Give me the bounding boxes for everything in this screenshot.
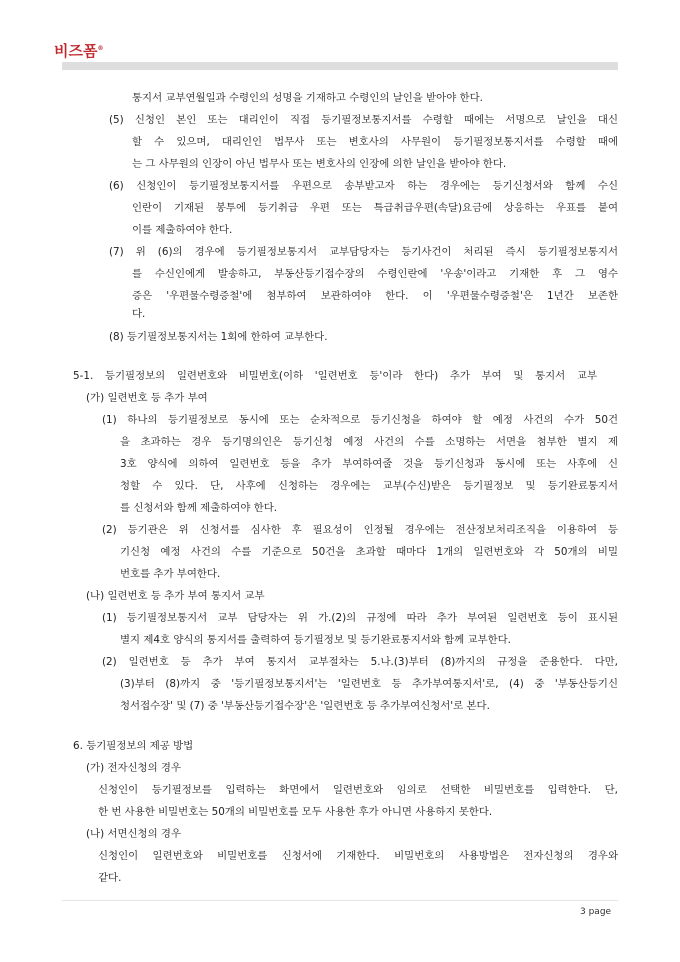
text-line: 를 수신인에게 발송하고, 부동산등기접수장의 수령인란에 '우송'이라고 기재한 후 그 영수 (132, 268, 618, 280)
text-line: (5) 신청인 본인 또는 대리인이 직접 등기필정보통지서를 수령할 때에는 서명으로 날인을 대신 (109, 114, 618, 126)
text-line: 기신청 예정 사건의 수를 기준으로 50건을 초과할 때마다 1개의 일련번호와 각 50개의 비밀 (120, 546, 618, 558)
subsection-heading: (가) 일련번호 등 추가 부여 (86, 392, 208, 404)
text-line: (2) 등기관은 위 신청서를 심사한 후 필요성이 인정될 경우에는 전산정보처리조직을 이용하여 등 (102, 524, 618, 536)
page-number: 3 page (580, 907, 612, 917)
text-line: 한 번 사용한 비밀번호는 50개의 비밀번호를 모두 사용한 후가 아니면 사용하지 못한다. (98, 806, 493, 818)
footer-divider (62, 900, 618, 901)
logo-text: 비즈폼 (54, 42, 98, 60)
text-line: 청할 수 있다. 단, 사후에 신청하는 경우에는 교부(수신)받은 등기필정보 및 등기완료통지서 (120, 480, 618, 492)
text-line: 신청인이 일련번호와 비밀번호를 신청서에 기재한다. 비밀번호의 사용방법은 전자신청의 경우와 (98, 850, 618, 862)
text-line: (3)부터 (8)까지 중 '등기필정보통지서'는 '일련번호 등 추가부여통지서'로, (4) 중 '부동산등기신 (120, 678, 618, 690)
text-line: 통지서 교부연월일과 수령인의 성명을 기재하고 수령인의 날인을 받아야 한다. (132, 92, 483, 104)
logo (54, 40, 103, 61)
subsection-heading: (나) 일련번호 등 추가 부여 통지서 교부 (86, 590, 265, 602)
logo-mark: ® (97, 45, 104, 52)
text-line: 는 그 사무원의 인장이 아닌 법무사 또는 변호사의 인장에 의한 날인을 받아야 한다. (132, 158, 507, 170)
header-bar (62, 62, 618, 70)
text-line: 별지 제4호 양식의 통지서를 출력하여 등기필정보 및 등기완료통지서와 함께 교부한다. (120, 634, 511, 646)
section-heading: 5-1. 등기필정보의 일련번호와 비밀번호(이하 '일련번호 등'이라 한다) 추가 부여 및 통지서 교부 (73, 370, 597, 382)
text-line: (8) 등기필정보통지서는 1회에 한하여 교부한다. (109, 331, 328, 343)
subsection-heading: (가) 전자신청의 경우 (86, 762, 182, 774)
text-line: (7) 위 (6)의 경우에 등기필정보통지서 교부담당자는 등기사건이 처리된 즉시 등기필정보통지서 (109, 246, 618, 258)
text-line: 같다. (98, 872, 122, 884)
text-line: 을 초과하는 경우 등기명의인은 등기신청 예정 사건의 수를 소명하는 서면을 첨부한 별지 제 (120, 436, 618, 448)
section-heading: 6. 등기필정보의 제공 방법 (73, 740, 194, 752)
text-line: (6) 신청인이 등기필정보통지서를 우편으로 송부받고자 하는 경우에는 등기신청서와 함께 수신 (109, 180, 618, 192)
text-line: 할 수 있으며, 대리인인 법무사 또는 변호사의 사무원이 등기필정보통지서를 수령할 때에 (132, 136, 618, 148)
text-line: (1) 하나의 등기필정보로 동시에 또는 순차적으로 등기신청을 하여야 할 예정 사건의 수가 50건 (102, 414, 618, 426)
text-line: (1) 등기필정보통지서 교부 담당자는 위 가.(2)의 규정에 따라 추가 부여된 일련번호 등이 표시된 (102, 612, 618, 624)
text-line: (2) 일련번호 등 추가 부여 통지서 교부절차는 5.나.(3)부터 (8)까지의 규정을 준용한다. 다만, (102, 656, 618, 668)
text-line: 를 신청서와 함께 제출하여야 한다. (120, 502, 278, 514)
text-line: 이를 제출하여야 한다. (132, 224, 233, 236)
text-line: 번호를 추가 부여한다. (120, 568, 221, 580)
text-line: 3호 양식에 의하여 일련번호 등을 추가 부여하여줄 것을 등기신청과 동시에 또는 사후에 신 (120, 458, 618, 470)
subsection-heading: (나) 서면신청의 경우 (86, 828, 182, 840)
text-line: 청서접수장' 및 (7) 중 '부동산등기접수장'은 '일련번호 등 추가부여신청서'로 본다. (120, 700, 490, 712)
text-line: 인란이 기재된 봉투에 등기취급 우편 또는 특급취급우편(속달)요금에 상응하는 우표를 붙여 (132, 202, 618, 214)
text-line: 증은 '우편물수령증철'에 첨부하여 보관하여야 한다. 이 '우편물수령증철'은 1년간 보존한 (132, 290, 618, 302)
text-line: 다. (132, 308, 146, 320)
text-line: 신청인이 등기필정보를 입력하는 화면에서 일련번호와 임의로 선택한 비밀번호를 입력한다. 단, (98, 784, 618, 796)
